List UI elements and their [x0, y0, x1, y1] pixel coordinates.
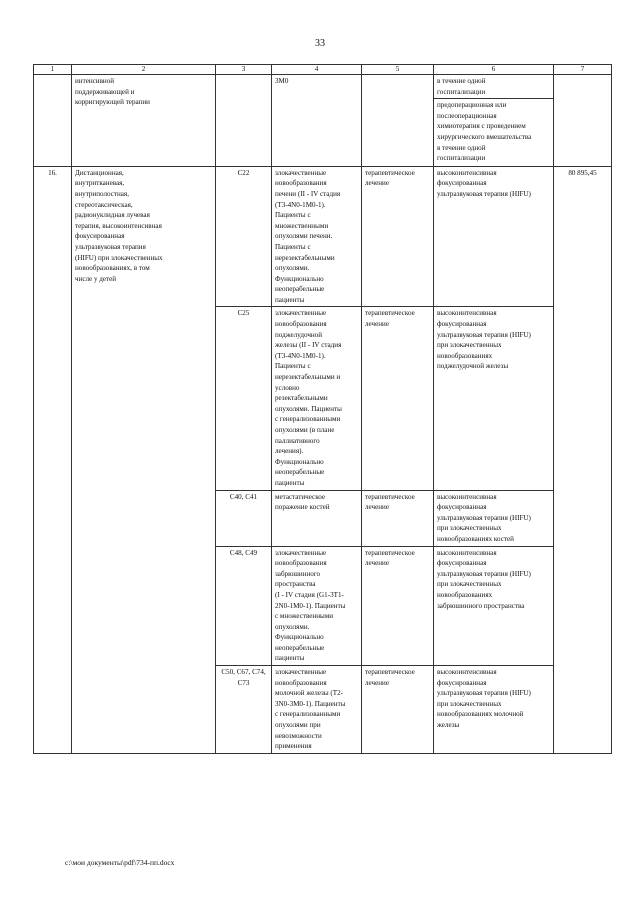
cell-text-line: паллиативного	[275, 436, 320, 445]
treatment-method-cell	[434, 490, 554, 546]
treatment-method-cell	[434, 666, 554, 754]
cell-text-line: Пациенты с	[275, 362, 311, 371]
cell-text-line: неоперабельные	[275, 468, 325, 477]
cell-text-line: внутритканевая,	[75, 179, 125, 188]
cell-text-line: неоперабельные	[275, 285, 325, 294]
cell-text-line: при злокачественных	[437, 699, 502, 708]
cell-text-line: при злокачественных	[437, 341, 502, 350]
cell-text-line: опухолями.	[275, 264, 310, 273]
cell-text-line: новообразованиях	[437, 351, 493, 360]
cell-text-line: множественными	[275, 221, 329, 230]
cell-text-line: высокоинтенсивная	[437, 168, 497, 177]
cell-text-line: лечение	[365, 179, 389, 188]
treatment-method-cell	[434, 166, 554, 307]
cell-text-line: C48, C49	[229, 548, 258, 557]
cell-text-line: новообразованиях, в том	[75, 264, 150, 273]
cell-text-line: (I - IV стадия (G1-3T1-	[275, 590, 344, 599]
cell-text-line: молочной железы (T2-	[275, 689, 344, 698]
cell-text-line: фокусированная	[437, 678, 487, 687]
cell-text-line: предоперационная или	[437, 101, 507, 110]
cell-text-line: опухолями. Пациенты	[275, 404, 342, 413]
cell-text-line: метастатическое	[275, 492, 326, 501]
cell-text-line: применения	[275, 742, 312, 751]
cell-text-line: опухолями (в плане	[275, 426, 335, 434]
cell-text-line: лечение	[365, 503, 389, 512]
cell-text-line: Дистанционная,	[75, 168, 124, 177]
cell-text-line: печени (II - IV стадия	[275, 189, 341, 198]
cell-text-line: опухолями при	[275, 721, 321, 730]
cell-text-line: ультразвуковая терапия (HIFU)	[437, 569, 531, 578]
cell-text-line: ультразвуковая терапия (HIFU)	[437, 330, 531, 339]
cell-text-line: госпитализации	[437, 87, 486, 96]
diagnosis-codes-cell	[216, 666, 272, 754]
cell-text-line: новообразованиях костей	[437, 534, 514, 543]
cell-text-line: новообразования	[275, 559, 327, 568]
cont-method-cell	[72, 75, 216, 167]
cell-text-line: в течение одной	[437, 143, 486, 152]
cont-treatment-method-cell-b	[434, 99, 554, 167]
treatment-type-cell	[362, 307, 434, 490]
cell-text-line: новообразованиях	[437, 590, 493, 599]
patient-model-cell	[272, 546, 362, 666]
cell-text-line: новообразования	[275, 320, 327, 329]
cell-text-line: опухолями печени.	[275, 232, 333, 241]
header-cell: 7	[554, 65, 612, 75]
cell-text-line: терапевтическое	[365, 668, 415, 677]
cell-text-line: фокусированная	[437, 179, 487, 188]
cell-text-line: высокоинтенсивная	[437, 548, 497, 557]
cell-text-line: лечение	[365, 559, 389, 568]
cell-text-line: пациенты	[275, 295, 305, 304]
page-number: 33	[315, 38, 325, 49]
cell-text-line: 3М0	[275, 77, 289, 85]
cell-text-line: Функционально	[275, 457, 324, 466]
cell-text-line: поражение костей	[275, 503, 330, 512]
cell-text-line: поддерживающей и	[75, 87, 135, 96]
cell-text-line: терапия, высокоинтенсивная	[75, 221, 162, 230]
header-row	[34, 65, 612, 75]
cell-text-line: фокусированная	[437, 503, 487, 512]
cell-text-line: числе у детей	[75, 274, 117, 283]
patient-model-cell	[272, 166, 362, 307]
cell-text-line: невозможности	[275, 731, 322, 740]
cell-text-line: с генерализованными	[275, 710, 341, 719]
cell-text-line: ультразвуковая терапия (HIFU)	[437, 689, 531, 698]
cell-text-line: неоперабельные	[275, 643, 325, 652]
cell-text-line: ультразвуковая терапия (HIFU)	[437, 513, 531, 522]
file-path-footer: c:\мои документы\pdf\734-пп.docx	[65, 858, 175, 867]
cell-text-line: корригирующей терапии	[75, 98, 150, 107]
treatment-type-cell	[362, 490, 434, 546]
treatment-type-cell	[362, 546, 434, 666]
cell-text-line: интенсивной	[75, 77, 115, 85]
cell-text-line: опухолями.	[275, 622, 310, 631]
cell-text-line: фокусированная	[437, 559, 487, 568]
cell-text-line: C25	[237, 309, 250, 318]
cell-text-line: терапевтическое	[365, 548, 415, 557]
cell-text-line: злокачественные	[275, 309, 327, 318]
cell-text-line: 3N0-3M0-1). Пациенты	[275, 699, 346, 708]
services-table	[33, 64, 612, 754]
cell-text-line: C22	[237, 168, 250, 177]
cell-text-line: поджелудочной	[275, 330, 323, 339]
treatment-method-cell	[434, 546, 554, 666]
cont-cost-cell	[554, 75, 612, 167]
cost-cell: 80 895,45	[554, 166, 612, 753]
cell-text-line: пациенты	[275, 654, 305, 663]
cell-text-line: терапевтическое	[365, 492, 415, 501]
cell-text-line: стереотаксическая,	[75, 200, 133, 209]
cell-text-line: при злокачественных	[437, 524, 502, 533]
cell-text-line: ультразвуковая терапия	[75, 242, 146, 251]
diagnosis-codes-cell	[216, 490, 272, 546]
cell-text-line: нерезектабельными	[275, 253, 335, 262]
header-cell: 2	[72, 65, 216, 75]
cell-text-line: злокачественные	[275, 548, 327, 557]
cell-text-line: госпитализации	[437, 154, 486, 163]
cell-text-line: 2N0-1M0-1). Пациенты	[275, 601, 346, 610]
table-row	[34, 166, 612, 307]
cell-text-line: злокачественные	[275, 168, 327, 177]
header-cell: 1	[34, 65, 72, 75]
cell-text-line: железы	[437, 721, 460, 730]
treatment-method-cell	[434, 307, 554, 490]
cell-text-line: радионуклидная лучевая	[75, 211, 150, 220]
cell-text-line: железы (II - IV стадия	[275, 341, 342, 350]
cell-text-line: при злокачественных	[437, 580, 502, 589]
cell-text-line: высокоинтенсивная	[437, 492, 497, 501]
cell-text-line: с генерализованными	[275, 415, 341, 424]
cell-text-line: терапевтическое	[365, 309, 415, 318]
cell-text-line: Функционально	[275, 633, 324, 642]
cell-text-line: хирургического вмешательства	[437, 132, 532, 141]
cell-text-line: забрюшинного пространства	[437, 601, 525, 610]
cell-text-line: внутриполостная,	[75, 189, 129, 198]
cell-text-line: C73	[237, 678, 250, 687]
cell-text-line: послеоперационная	[437, 111, 497, 120]
cell-text-line: C40, C41	[229, 492, 258, 501]
cell-text-line: (T3-4N0-1M0-1).	[275, 351, 326, 360]
cell-text-line: резектабельными	[275, 394, 328, 403]
cell-text-line: в течение одной	[437, 77, 486, 85]
cell-text-line: ультразвуковая терапия (HIFU)	[437, 189, 531, 198]
patient-model-cell	[272, 307, 362, 490]
cell-text-line: C50, C67, C74,	[221, 668, 266, 677]
cell-text-line: высокоинтенсивная	[437, 309, 497, 318]
cell-text-line: лечение	[365, 678, 389, 687]
cell-text-line: условно	[275, 383, 300, 392]
cell-text-line: пространства	[275, 580, 316, 589]
header-cell: 6	[434, 65, 554, 75]
header-cell: 3	[216, 65, 272, 75]
cont-treatment-cell	[362, 75, 434, 167]
cell-text-line: терапевтическое	[365, 168, 415, 177]
cell-text-line: поджелудочной железы	[437, 362, 509, 371]
treatment-type-cell	[362, 166, 434, 307]
cell-text-line: пациенты	[275, 478, 305, 487]
cont-num-cell	[34, 75, 72, 167]
patient-model-cell	[272, 666, 362, 754]
cell-text-line: лечения).	[275, 447, 304, 456]
cell-text-line: новообразования	[275, 179, 327, 188]
patient-model-cell	[272, 490, 362, 546]
cont-codes-cell	[216, 75, 272, 167]
cell-text-line: Пациенты с	[275, 242, 311, 251]
header-cell: 5	[362, 65, 434, 75]
diagnosis-codes-cell	[216, 307, 272, 490]
cell-text-line: химиотерапия с проведением	[437, 122, 526, 131]
cell-text-line: забрюшинного	[275, 569, 321, 578]
diagnosis-codes-cell	[216, 546, 272, 666]
header-cell: 4	[272, 65, 362, 75]
treatment-type-cell	[362, 666, 434, 754]
cell-text-line: (T3-4N0-1M0-1).	[275, 200, 326, 209]
cell-text-line: Пациенты с	[275, 211, 311, 220]
cell-text-line: Функционально	[275, 274, 324, 283]
row-number-cell: 16.	[34, 166, 72, 753]
cell-text-line: новообразованиях молочной	[437, 710, 524, 719]
cell-text-line: (HIFU) при злокачественных	[75, 253, 163, 262]
cell-text-line: злокачественные	[275, 668, 327, 677]
continuation-row	[34, 75, 612, 99]
cell-text-line: с множественными	[275, 612, 334, 621]
cont-model-cell	[272, 75, 362, 167]
diagnosis-codes-cell	[216, 166, 272, 307]
service-name-cell	[72, 166, 216, 753]
cell-text-line: новообразования	[275, 678, 327, 687]
cell-text-line: фокусированная	[75, 232, 125, 241]
cell-text-line: лечение	[365, 320, 389, 329]
cell-text-line: высокоинтенсивная	[437, 668, 497, 677]
cont-treatment-method-cell	[434, 75, 554, 99]
cell-text-line: нерезектабельными и	[275, 373, 341, 382]
cell-text-line: фокусированная	[437, 320, 487, 329]
